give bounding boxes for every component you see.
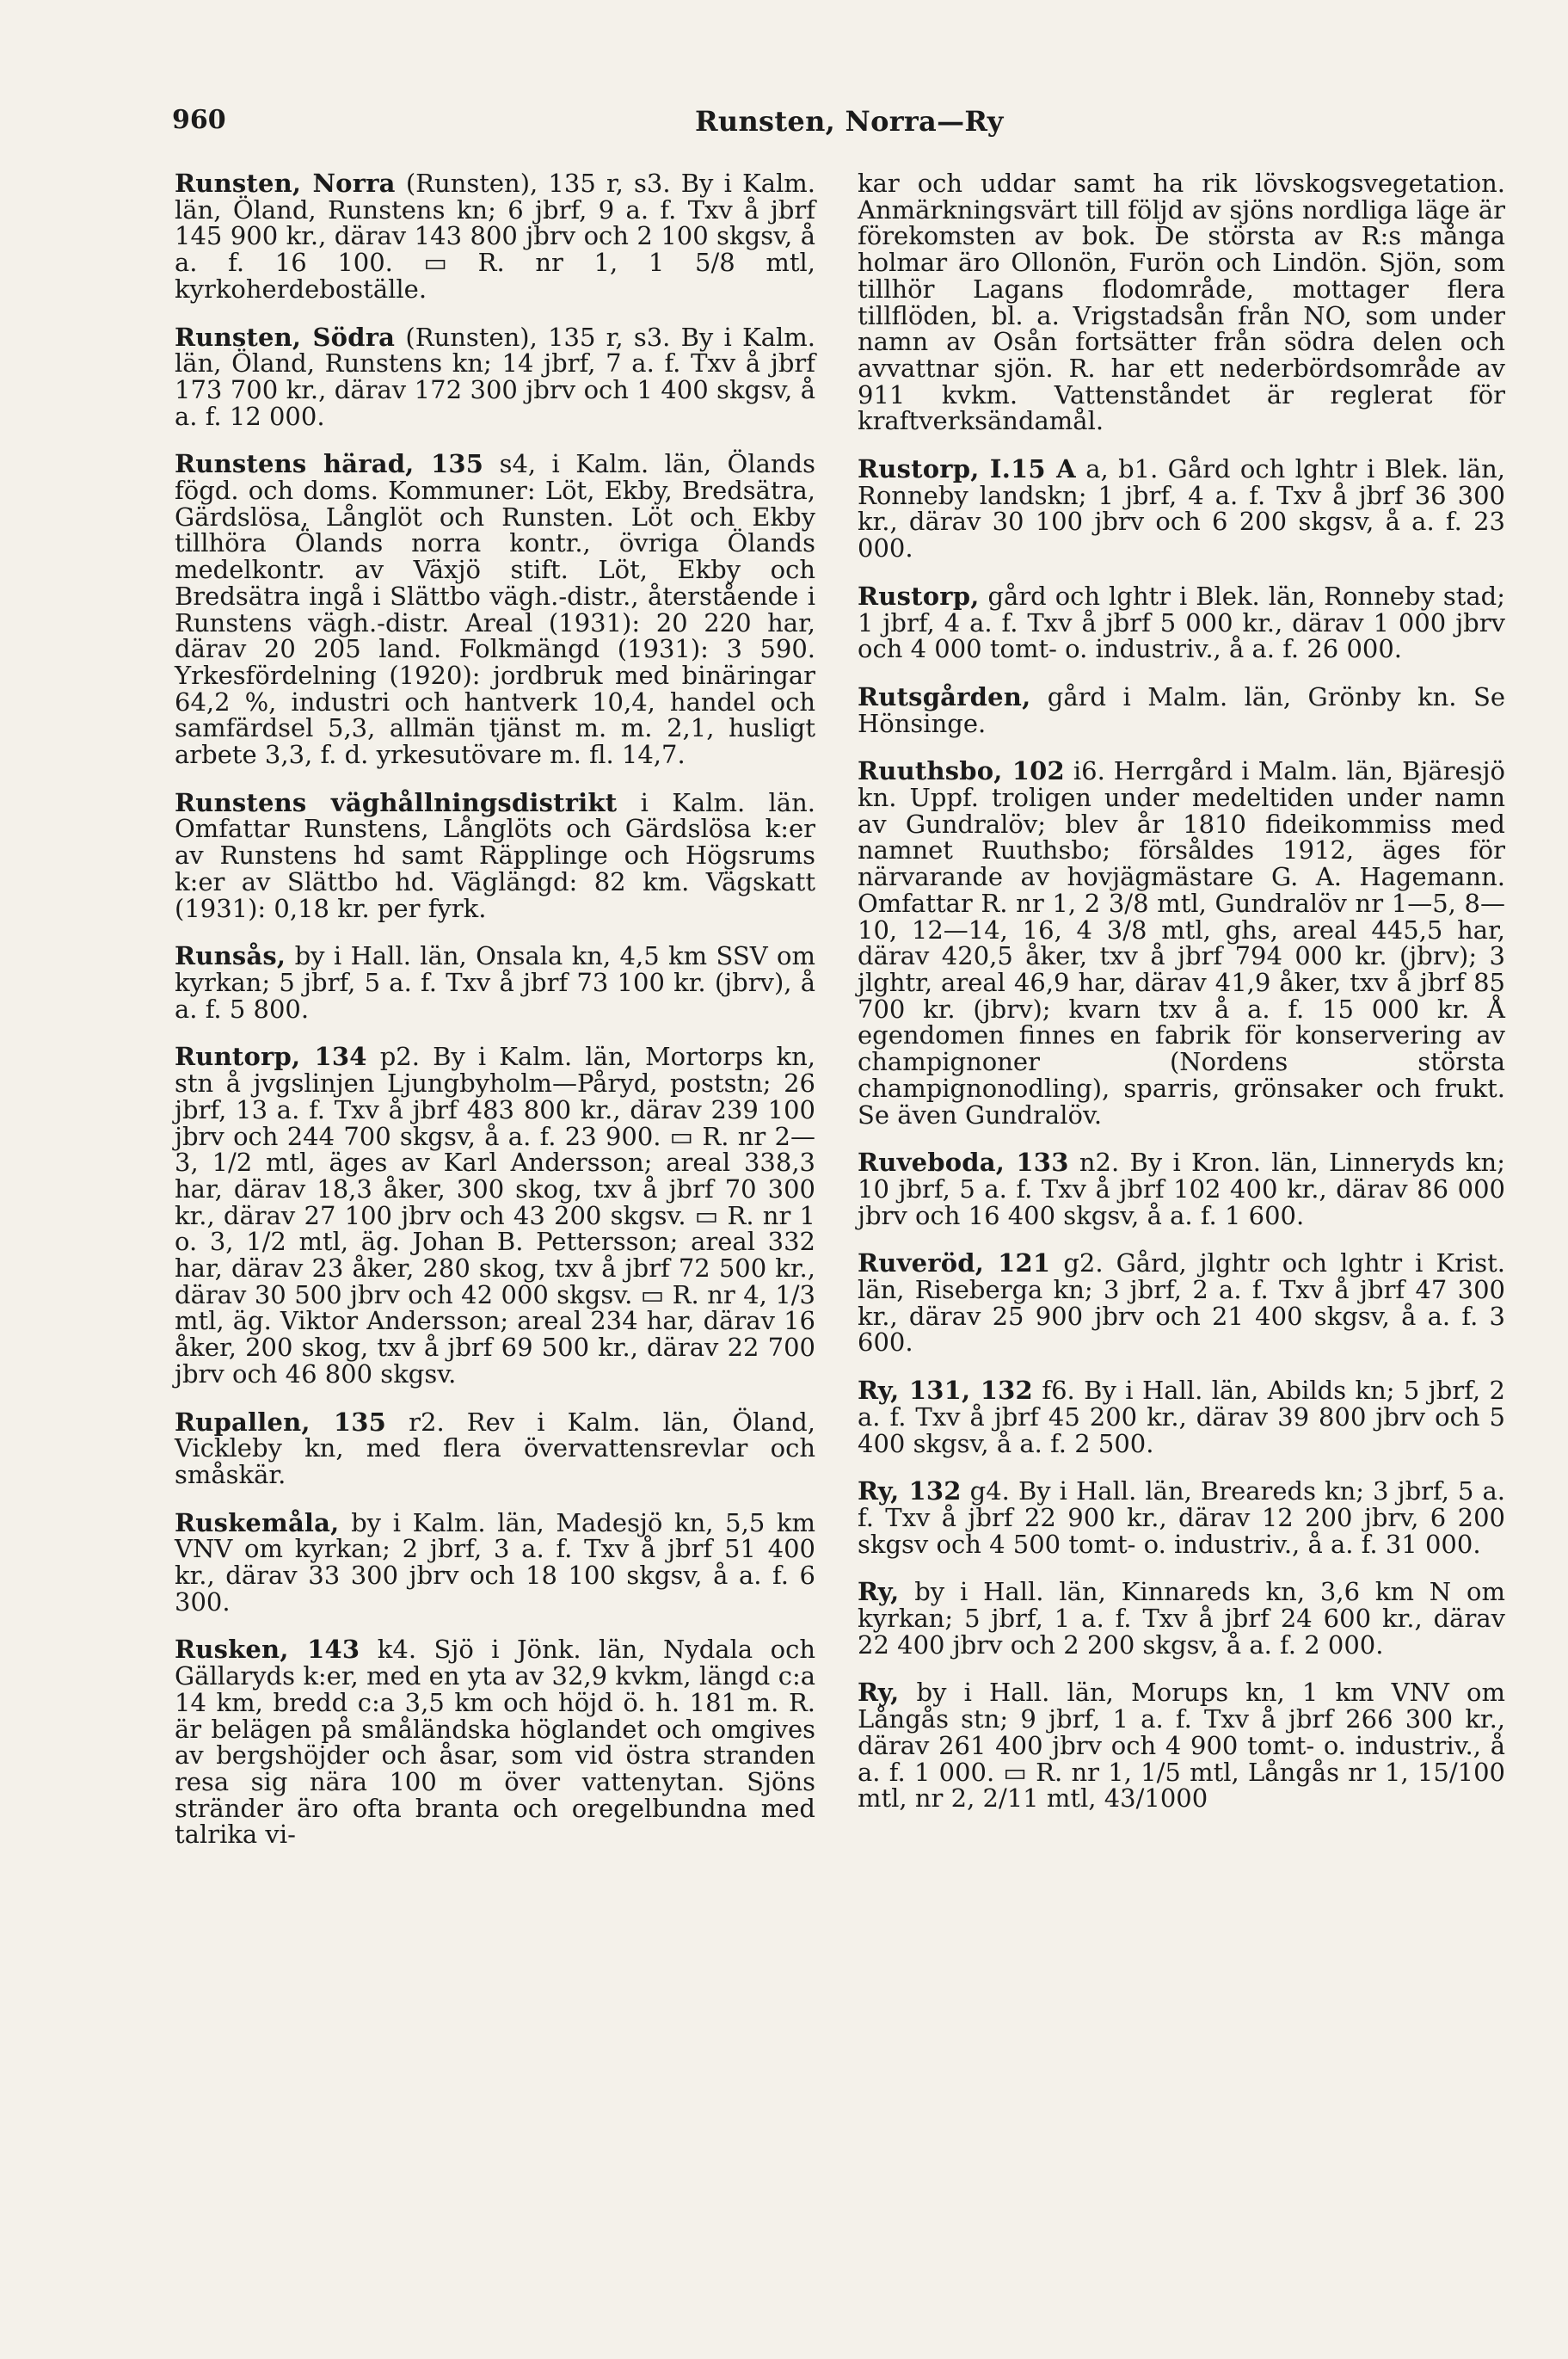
entry-text: r2. Rev i Kalm. län, Öland, Vickleby kn, med flera övervattensrevlar och småskär. bbox=[175, 1407, 815, 1489]
entry-headword: Ry, bbox=[858, 1678, 900, 1708]
lexicon-entry bbox=[175, 170, 815, 303]
entry-text: gård och lghtr i Blek. län, Ronneby stad; 1 jbrf, 4 a. f. Txv å jbrf 5 000 kr., därav 1 000 jbrv och 4 000 tomt- o. industriv., å a. f. 26 000. bbox=[858, 581, 1505, 664]
entry-headword: Runstens väghållningsdistrikt bbox=[175, 787, 618, 817]
entry-headword: Ry, 132 bbox=[858, 1476, 962, 1506]
entry-headword: Ruskemåla, bbox=[175, 1507, 340, 1537]
entry-text: gård i Malm. län, Grönby kn. Se Hönsinge. bbox=[858, 681, 1505, 738]
lexicon-entry bbox=[858, 170, 1505, 434]
entry-text: a, b1. Gård och lghtr i Blek. län, Ronneby landskn; 1 jbrf, 4 a. f. Txv å jbrf 36 300 kr., därav 30 100 jbrv och 6 200 skgsv, å a. f. 23 000. bbox=[858, 454, 1505, 564]
lexicon-entry bbox=[175, 449, 815, 770]
lexicon-entry bbox=[858, 681, 1505, 738]
entry-headword: Ruuthsbo, 102 bbox=[858, 756, 1065, 786]
lexicon-entry bbox=[175, 1636, 815, 1848]
lexicon-entry bbox=[858, 1377, 1505, 1457]
entry-headword: Runstens härad, 135 bbox=[175, 449, 484, 479]
entry-headword: Rusken, 143 bbox=[175, 1635, 360, 1665]
lexicon-entry bbox=[858, 583, 1505, 662]
entry-text: f6. By i Hall. län, Abilds kn; 5 jbrf, 2 a. f. Txv å jbrf 45 200 kr., därav 39 800 jbrv och 5 400 skgsv, å a. f. 2 500. bbox=[858, 1376, 1505, 1458]
entry-text: g2. Gård, jlghtr och lghtr i Krist. län, Riseberga kn; 3 jbrf, 2 a. f. Txv å jbrf 47 300 kr., därav 25 900 jbrv och 21 400 skgsv, å a. f. 3 600. bbox=[858, 1248, 1505, 1358]
entry-headword: Ry, 131, 132 bbox=[858, 1376, 1033, 1406]
entry-headword: Rutsgården, bbox=[858, 681, 1031, 711]
left-column bbox=[175, 170, 815, 1869]
lexicon-entry bbox=[858, 1679, 1505, 1812]
entry-text: by i Hall. län, Kinnareds kn, 3,6 km N om kyrkan; 5 jbrf, 1 a. f. Txv å jbrf 24 600 kr., därav 22 400 jbrv och 2 200 skgsv, å a. f. 2 000. bbox=[858, 1577, 1505, 1660]
entry-text: n2. By i Kron. län, Linneryds kn; 10 jbrf, 5 a. f. Txv å jbrf 102 400 kr., därav 86 000 jbrv och 16 400 skgsv, å a. f. 1 600. bbox=[858, 1148, 1505, 1230]
lexicon-entry bbox=[175, 1409, 815, 1488]
entry-text: by i Hall. län, Morups kn, 1 km VNV om Långås stn; 9 jbrf, 1 a. f. Txv å jbrf 266 300 kr., därav 261 400 jbrv och 4 900 tomt- o. industriv., å a. f. 1 000. ▭ R. nr 1, 1/5 mtl, Långås nr 1, 15/100 mtl, nr 2, 2/11 mtl, 43/1000 bbox=[858, 1678, 1505, 1814]
lexicon-entry bbox=[858, 1149, 1505, 1229]
entry-text: i Kalm. län. Omfattar Runstens, Långlöts och Gärdslösa k:er av Runstens hd samt Räpplinge och Högsrums k:er av Slättbo hd. Väglängd: 82 km. Vägskatt (1931): 0,18 kr. per fyrk. bbox=[175, 787, 815, 923]
entry-headword: Ruveröd, 121 bbox=[858, 1248, 1051, 1278]
lexicon-entry bbox=[858, 1579, 1505, 1658]
entry-headword: Runsten, Norra bbox=[175, 169, 396, 198]
entry-text: s4, i Kalm. län, Ölands fögd. och doms. Kommuner: Löt, Ekby, Bredsätra, Gärdslösa, Långlöt och Runsten. Löt och Ekby tillhöra Ölands norra kontr., övriga Ölands medelkontr. av Växjö stift. Löt, Ekby och Bredsätra ingå i Slättbo vägh.-distr., återstående i Runstens vägh.-distr. Areal (1931): 20 220 har, därav 20 205 land. Folkmängd (1931): 3 590. Yrkesfördelning (1920): jordbruk med binäringar 64,2 %, industri och hantverk 10,4, handel och samfärdsel 5,3, allmän tjänst m. m. 2,1, husligt arbete 3,3, f. d. yrkesutövare m. fl. 14,7. bbox=[175, 449, 815, 770]
page-number: 960 bbox=[172, 105, 226, 135]
entry-headword: Ry, bbox=[858, 1577, 900, 1607]
lexicon-entry bbox=[858, 758, 1505, 1128]
entry-text: k4. Sjö i Jönk. län, Nydala och Gällaryds k:er, med en yta av 32,9 kvkm, längd c:a 14 km, bredd c:a 3,5 km och höjd ö. h. 181 m. R. är belägen på småländska höglandet och omgives av bergshöjder och åsar, som vid östra stranden resa sig nära 100 m över vattenytan. Sjöns stränder äro ofta branta och oregelbundna med talrika vi- bbox=[175, 1635, 815, 1850]
entry-text: i6. Herrgård i Malm. län, Bjäresjö kn. Uppf. troligen under medeltiden under namn av Gundralöv; blev år 1810 fideikommiss med namnet Ruuthsbo; försåldes 1912, äges för närvarande av hovjägmästare G. A. Hagemann. Omfattar R. nr 1, 2 3/8 mtl, Gundralöv nr 1—5, 8—10, 12—14, 16, 4 3/8 mtl, ghs, areal 445,5 har, därav 420,5 åker, txv å jbrf 794 000 kr. (jbrv); 3 jlghtr, areal 46,9 har, därav 41,9 åker, txv å jbrf 85 700 kr. (jbrv); kvarn txv å a. f. 15 000 kr. Å egendomen finnes en fabrik för konservering av champignoner (Nordens största champignonodling), sparris, grönsaker och frukt. Se även Gundralöv. bbox=[858, 756, 1505, 1130]
entry-text: g4. By i Hall. län, Breareds kn; 3 jbrf, 5 a. f. Txv å jbrf 22 900 kr., därav 12 200 jbrv, 6 200 skgsv och 4 500 tomt- o. industriv., å a. f. 31 000. bbox=[858, 1476, 1505, 1559]
entry-headword: Rustorp, bbox=[858, 581, 980, 611]
entry-text: (Runsten), 135 r, s3. By i Kalm. län, Öland, Runstens kn; 14 jbrf, 7 a. f. Txv å jbrf 173 700 kr., därav 172 300 jbrv och 1 400 skgsv, å a. f. 12 000. bbox=[175, 322, 816, 431]
running-head: Runsten, Norra—Ry bbox=[695, 105, 1004, 138]
entry-text: p2. By i Kalm. län, Mortorps kn, stn å jvgslinjen Ljungbyholm—Påryd, poststn; 26 jbrf, 13 a. f. Txv å jbrf 483 800 kr., därav 239 100 jbrv och 244 700 skgsv, å a. f. 23 900. ▭ R. nr 2—3, 1/2 mtl, äges av Karl Andersson; areal 338,3 har, därav 18,3 åker, 300 skog, txv å jbrf 70 300 kr., därav 27 100 jbrv och 43 200 skgsv. ▭ R. nr 1 o. 3, 1/2 mtl, äg. Johan B. Pettersson; areal 332 har, därav 23 åker, 280 skog, txv å jbrf 72 500 kr., därav 30 500 jbrv och 42 000 skgsv. ▭ R. nr 4, 1/3 mtl, äg. Viktor Andersson; areal 234 har, därav 16 åker, 200 skog, txv å jbrf 69 500 kr., därav 22 700 jbrv och 46 800 skgsv. bbox=[175, 1042, 815, 1389]
entry-headword: Rupallen, 135 bbox=[175, 1407, 387, 1437]
entry-headword: Ruveboda, 133 bbox=[858, 1148, 1069, 1178]
entry-text: (Runsten), 135 r, s3. By i Kalm. län, Öland, Runstens kn; 6 jbrf, 9 a. f. Txv å jbrf 145 900 kr., därav 143 800 jbrv och 2 100 skgsv, å a. f. 16 100. ▭ R. nr 1, 1 5/8 mtl, kyrkoherdeboställe. bbox=[175, 169, 815, 304]
entry-text: by i Kalm. län, Madesjö kn, 5,5 km VNV om kyrkan; 2 jbrf, 3 a. f. Txv å jbrf 51 400 kr., därav 33 300 jbrv och 18 100 skgsv, å a. f. 6 300. bbox=[175, 1507, 815, 1617]
lexicon-entry bbox=[175, 1044, 815, 1387]
lexicon-entry bbox=[175, 943, 815, 1022]
entry-text: by i Hall. län, Onsala kn, 4,5 km SSV om kyrkan; 5 jbrf, 5 a. f. Txv å jbrf 73 100 kr. (jbrv), å a. f. 5 800. bbox=[175, 941, 815, 1024]
lexicon-entry bbox=[175, 787, 815, 923]
entry-headword: Runtorp, 134 bbox=[175, 1042, 367, 1072]
entry-text: kar och uddar samt ha rik lövskogsvegetation. Anmärkningsvärt till följd av sjöns nordliga läge är förekomsten av bok. De största av R:s många holmar äro Ollonön, Furön och Lindön. Sjön, som tillhör Lagans flodområde, mottager flera tillflöden, bl. a. Vrigstadsån från NO, som under namn av Osån fortsätter från södra delen och avvattnar sjön. R. har ett nederbördsområde av 911 kvkm. Vattenståndet är reglerat för kraftverksändamål. bbox=[858, 169, 1505, 436]
lexicon-entry bbox=[175, 1507, 815, 1617]
lexicon-entry bbox=[858, 456, 1505, 562]
entry-headword: Runsten, Södra bbox=[175, 322, 396, 352]
entry-headword: Runsås, bbox=[175, 941, 286, 971]
lexicon-entry bbox=[858, 1478, 1505, 1557]
lexicon-entry bbox=[175, 324, 815, 430]
lexicon-entry bbox=[858, 1250, 1505, 1356]
right-column bbox=[858, 170, 1505, 1833]
entry-headword: Rustorp, I.15 A bbox=[858, 454, 1076, 484]
